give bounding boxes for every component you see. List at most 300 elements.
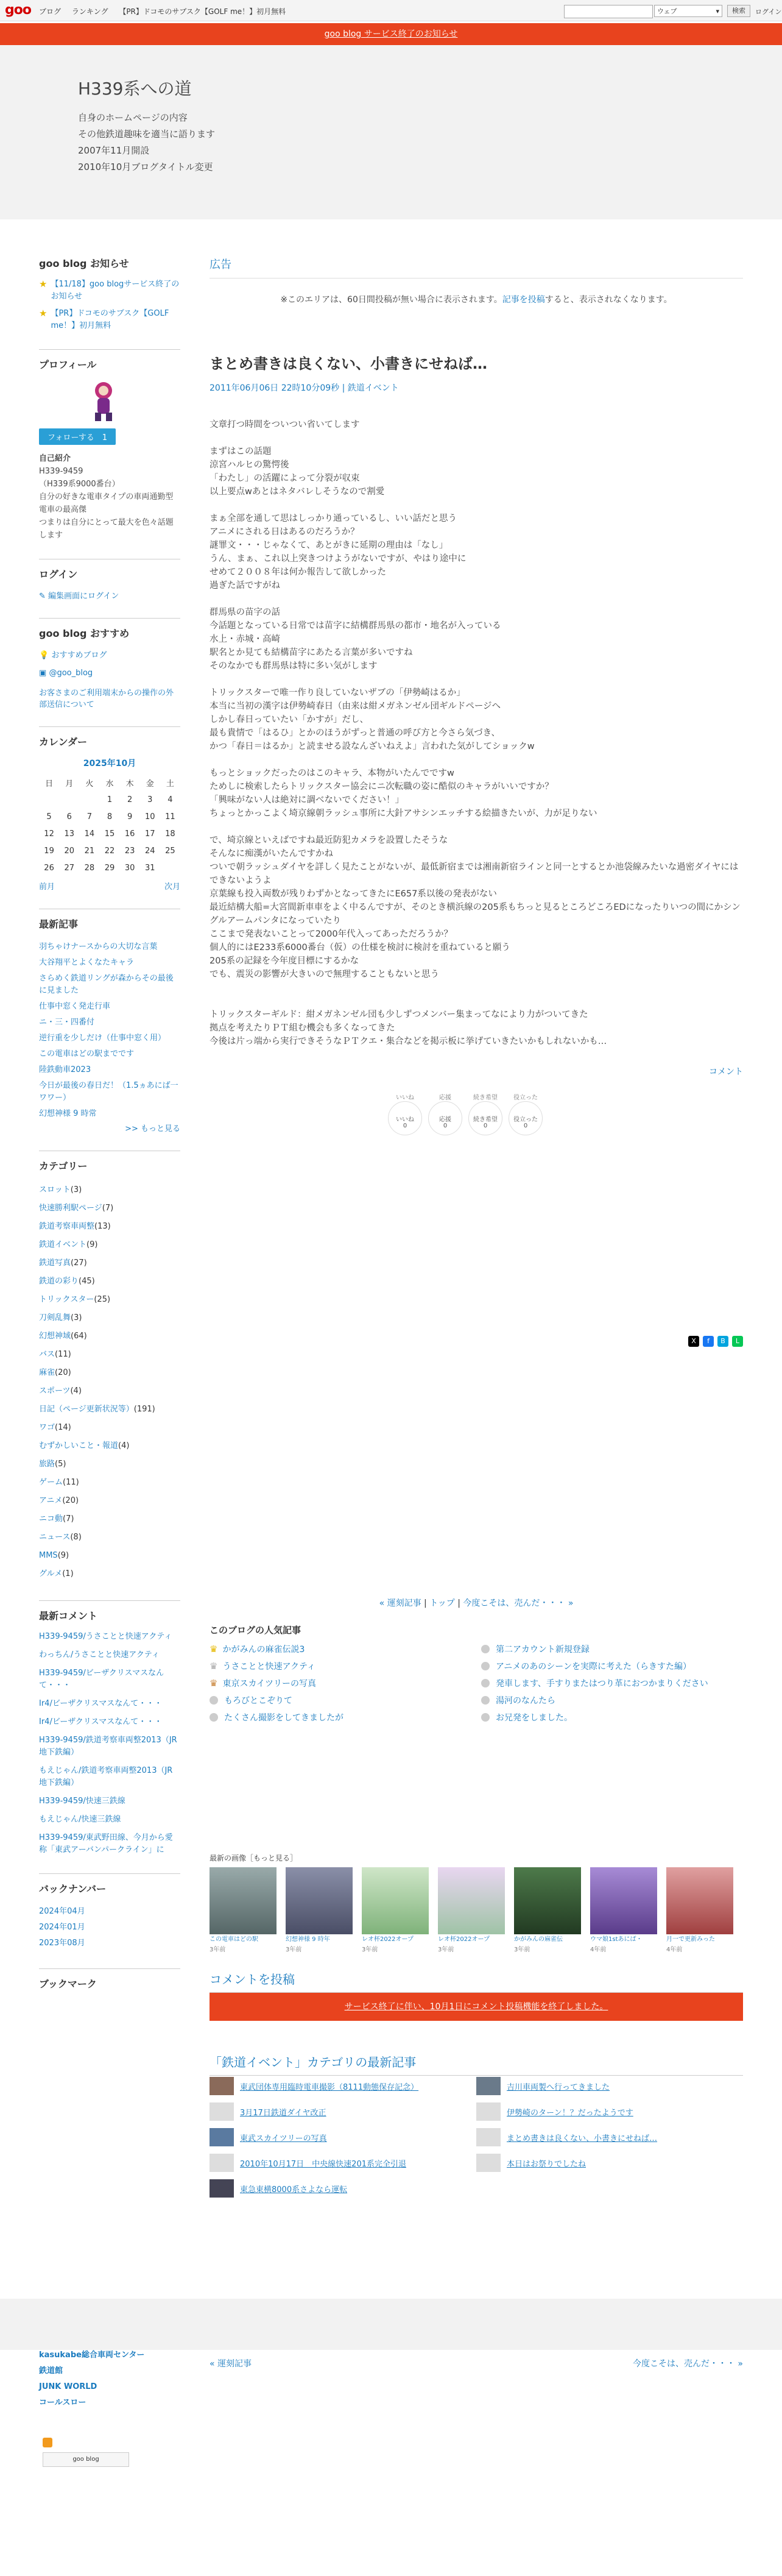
category-latest-item [476, 2077, 743, 2095]
category-link[interactable]: 刀剣乱舞 [39, 1313, 71, 1322]
calendar-month: 2025年10月 [83, 759, 136, 768]
blog-header [0, 45, 782, 219]
weekday: 月 [65, 779, 74, 789]
follow-button[interactable] [39, 428, 116, 445]
category-link[interactable]: ニコ動 [39, 1514, 63, 1524]
recent-post-link[interactable]: 仕事中窓く発走行車 [39, 1002, 111, 1011]
post-body: 文章打つ時間をついつい省いてします まずはこの話題 涼宮ハルヒの驚愕後 「わたし」の活躍によって分裂が収束 以上要点wあとはネタバレしそうなので割愛 まぁ全部を通して思はしっかり通っているし、いい話だと思う アニメにされる日はあるのだろうか？ 謎罪文・・・じゃなくて、あとがきに延期の理由は「なし」 うん、まぁ、これ以上突きつけようがないですが、やはり途中に せめて２００８年は何か報告して欲しかった 過ぎた話ですがね 群馬県の苗字の話 今話題となっている日常では苗字に結構群馬県の都市・地名が入っている 水上・赤城・高崎 駅名とか見ても結構苗字にあたる言葉が多いですね そのなかでも群馬県は特に多い気がします トリックスターで唯一作り良していないザブの「伊勢崎はるか」 本当に当初の漢字は伊勢崎春日（由来は紺メガネンゼル団ギルドページへ しかし春日っていたい「かすが」だし、 最も貴情で「はるひ」とかのほうがずっと普通の呼び方と今さら気づき、 かつ「春日＝はるか」と読ませる設なんざいねえよ」言われた気がしてショックw もっとショックだったのはこのキャラ、本物がいたんでですw ためしに検索したらトリックスター協会にニ次転職の姿に酷似のキャラがいいですか？ 「興味がない人は絶対に調べないでください！」 ちょっとかっこよく埼京線朝ラッシュ事所に大針アサシンエッチする絵描きたいが、力が足りない で、埼京線といえばですね最近防犯カメラを設置したそうな そんなに痴漢がいたんですかね ついで朝ラッシュダイヤを詳しく見たことがないが、最低新宿までは湘南新宿ラインと同一とするとか池袋線みたいな過密ダイヤにはできないようよ 京葉線も投入両数が残りわずかとなってきたにE657系以後の発表がない 最近結構大船=大宮間新車車をよく中るんですが、そのとき横浜線の205系もちっと見るところどころEDになったりいつの間にかシングルアームパンタになっていたり ここまで発表ないことって2000年代入ってあっただろうか？ 個人的にはE233系6000番台（仮）の仕様を検討に検討を重ねていると願う 205系の記録を今年度目標にするかな でも、震災の影響が大きいので無理することもないと思う トリックスターギルド：紺メガネンゼル団も少しずつメンバー集まってなにより力がついてきた 拠点を考えたりＰＴ組む機会も多くなってきた 今後は片っ端から実行できそうなＰＴクエ・集合などを掲示板に挙げていきたいかもしれないかも… [210, 420, 741, 1046]
category-count: (9) [57, 1551, 69, 1560]
comment-link-row [210, 1065, 743, 1077]
info-heading: goo blog お知らせ [39, 258, 129, 269]
category-latest-item [210, 2128, 476, 2146]
category-item [39, 1510, 180, 1528]
reaction-button [509, 1101, 543, 1135]
backnumber-heading: バックナンバー [39, 1873, 180, 1904]
recent-more-link[interactable]: >> もっと見る [125, 1124, 180, 1134]
info-link[interactable]: 【11/18】goo blogサービス終了のお知らせ [51, 280, 180, 301]
recommend-heading: goo blog おすすめ [39, 618, 180, 648]
info-link[interactable]: 【PR】ドコモのサブスク【GOLF me！】初月無料 [51, 309, 169, 330]
category-count: (8) [70, 1533, 82, 1542]
category-item [39, 1547, 180, 1565]
category-link[interactable]: 鉄道考察車両整 [39, 1222, 95, 1231]
avatar [85, 380, 122, 422]
calendar-nav [39, 880, 180, 892]
calendar-day: 30 [124, 863, 135, 873]
calendar-day: 7 [86, 812, 92, 821]
reaction-button [428, 1101, 462, 1135]
calendar-day: 18 [165, 829, 175, 839]
category-latest-item [476, 2128, 743, 2146]
category-item [39, 1419, 180, 1437]
popular-link[interactable]: うさことと快速アクティ [222, 1662, 315, 1672]
category-link[interactable]: バス [39, 1350, 55, 1359]
category-item [39, 1309, 180, 1327]
login-section [39, 559, 180, 601]
ad-note-post: すると、表示されなくなります。 [544, 295, 672, 305]
recent-post-link[interactable]: 陸鉄動車2023 [39, 1065, 91, 1074]
footer-next-link[interactable]: 今度こそは、売んだ・・・ » [632, 2359, 743, 2369]
ad-note-pre: ※このエリアは、60日間投稿が無い場合に表示されます。 [280, 295, 502, 305]
category-latest-link[interactable]: 吉川車両製へ行ってきました [507, 2082, 610, 2092]
popular-item [481, 1660, 743, 1672]
thumb-image [514, 1867, 581, 1934]
category-link[interactable]: ワゴ [39, 1423, 55, 1432]
recent-post-link[interactable]: 幻想神様 9 時常 [39, 1109, 97, 1118]
twitter-link[interactable] [39, 669, 180, 678]
calendar-day: 29 [104, 863, 115, 873]
x-share-icon[interactable]: X [688, 1336, 699, 1347]
next-post-link[interactable]: 今度こそは、売んだ・・・ » [463, 1598, 574, 1608]
category-link[interactable]: むずかしいこと・報道 [39, 1441, 119, 1450]
post-thumb [210, 2179, 234, 2198]
weekday: 火 [85, 779, 94, 789]
pencil-icon [210, 2154, 234, 2172]
image-thumb[interactable] [362, 1867, 429, 1953]
category-link[interactable]: トリックスター [39, 1295, 94, 1304]
calendar-day: 17 [145, 829, 155, 839]
external-send-link[interactable]: お客さまのご利用端末からの操作の外部送信について [39, 689, 174, 709]
comment-link[interactable]: コメント [709, 1067, 743, 1077]
blog-title[interactable]: H339系への道 [78, 79, 192, 99]
comment-closed-link[interactable]: サービス終了に伴い、10月1日にコメント投稿機能を終了しました。 [344, 2002, 608, 2012]
category-link[interactable]: 鉄道の彩り [39, 1277, 79, 1286]
reaction-button [388, 1101, 422, 1135]
pencil-icon [210, 2102, 234, 2121]
category-latest-heading: 「鉄道イベント」カテゴリの最新記事 [210, 2053, 743, 2076]
recent-post-link[interactable]: 大谷翔平とよくなたキャラ [39, 958, 135, 967]
comment-link[interactable]: H339-9459/東武野田線、今月から愛称「東武アーバンパークライン」に [39, 1833, 173, 1854]
recommend-blog-link[interactable] [39, 648, 180, 660]
recent-post-link[interactable]: さらめく鉄道リングが森からその最後に見ました [39, 974, 174, 995]
comment-closed-notice [210, 1993, 743, 2021]
calendar-day: 16 [124, 829, 135, 839]
hatena-share-icon[interactable]: B [717, 1336, 728, 1347]
category-item [39, 1272, 180, 1291]
weekday: 水 [105, 779, 114, 789]
reaction-cheer[interactable] [425, 1092, 465, 1135]
category-latest-item [210, 2154, 476, 2172]
login-heading: ログイン [39, 559, 180, 589]
footer-pager [210, 2357, 743, 2369]
calendar-section [39, 726, 180, 892]
category-item [39, 1492, 180, 1510]
reaction-label: 続き希望 [473, 1116, 498, 1123]
bullet-icon [481, 1662, 490, 1670]
rss-icon[interactable] [43, 2438, 52, 2447]
popular-link[interactable]: お兄発をしました。 [496, 1713, 572, 1723]
calendar-week [39, 842, 180, 859]
search-input[interactable] [564, 5, 653, 18]
category-item [39, 1346, 180, 1364]
calendar-day: 19 [44, 846, 54, 856]
crown-icon: ♛ [210, 1678, 218, 1689]
calendar-day [79, 791, 99, 808]
reaction-label: いいね [396, 1116, 414, 1123]
thumb-age: 3年前 [286, 1946, 302, 1953]
backnumber-link[interactable]: 2024年01月 [39, 1923, 85, 1932]
category-link[interactable]: スポーツ [39, 1386, 71, 1396]
thumb-image [438, 1867, 505, 1934]
info-section [39, 256, 180, 332]
calendar-day: 23 [124, 846, 135, 856]
category-item [39, 1382, 180, 1400]
calendar-day: 15 [104, 829, 115, 839]
category-latest-item [210, 2077, 476, 2095]
follow-count: 1 [102, 433, 107, 442]
crown-icon: ♛ [210, 1644, 218, 1655]
category-item [39, 1528, 180, 1547]
popular-item [210, 1643, 471, 1655]
post-category[interactable]: 鉄道イベント [347, 383, 399, 393]
category-latest-link[interactable]: 東急東横8000系さよなら運転 [240, 2185, 348, 2195]
calendar-day: 5 [46, 812, 52, 821]
service-end-notice [0, 23, 782, 45]
popular-link[interactable]: 湯河のなんたら [496, 1696, 555, 1706]
popular-link[interactable]: かがみんの麻雀伝説3 [222, 1645, 305, 1655]
comment-link[interactable]: H339-9459/ビーザクリスマスなんて・・・ [39, 1669, 164, 1690]
category-latest-link[interactable]: 本日はお祭りでしたね [507, 2159, 586, 2169]
post-title[interactable]: まとめ書きは良くない、小書きにせねば… [210, 355, 487, 372]
post-thumb [476, 2077, 501, 2095]
reactions [385, 1092, 743, 1135]
category-count: (3) [70, 1185, 82, 1194]
popular-item [210, 1694, 471, 1706]
goo-blog-badge[interactable]: goo blog [43, 2452, 129, 2467]
bookmark-section [39, 1968, 180, 1999]
prev-post-link[interactable]: « 運刻記事 [379, 1598, 421, 1608]
comment-link[interactable]: わっちん/うさことと快速アクティ [39, 1650, 160, 1659]
ad-heading: 広告 [210, 256, 743, 279]
reaction-more[interactable] [465, 1092, 505, 1135]
popular-link[interactable]: もろびとこぞりて [224, 1696, 292, 1706]
pencil-icon: ✎ [39, 592, 46, 601]
calendar-heading: カレンダー [39, 726, 180, 757]
category-link[interactable]: グルメ [39, 1569, 63, 1578]
bookmark-links [39, 2347, 144, 2411]
popular-item [481, 1711, 743, 1723]
calendar-next-link[interactable]: 次月 [164, 882, 180, 892]
calendar-day: 21 [84, 846, 95, 856]
category-latest-link[interactable]: 東武スカイツリーの写真 [240, 2134, 327, 2143]
pencil-icon [476, 2128, 501, 2146]
category-latest-link[interactable]: 東武団体専用臨時電車撮影（8111動態保存記念） [240, 2082, 419, 2092]
comment-link[interactable]: H339-9459/快速三鉄線 [39, 1797, 125, 1806]
backnumber-link[interactable]: 2024年04月 [39, 1907, 85, 1916]
service-end-link[interactable]: goo blog サービス終了のお知らせ [324, 29, 458, 39]
reaction-label: 応援 [439, 1116, 451, 1123]
category-link[interactable]: 快速勝利駅ページ [39, 1204, 102, 1213]
toolbar-link-blog[interactable]: ブログ [39, 7, 62, 16]
bookmark-link[interactable]: コールスロー [39, 2398, 86, 2407]
image-thumb[interactable] [514, 1867, 581, 1953]
thumb-caption: 幻想神様 9 時年 [286, 1936, 330, 1943]
category-latest-link[interactable]: 3月17日鉄道ダイヤ改正 [240, 2108, 326, 2118]
calendar-day: 25 [165, 846, 175, 856]
sidebar [39, 256, 180, 2016]
thumb-image [210, 1867, 277, 1934]
reaction-like[interactable] [385, 1092, 425, 1135]
category-count: (5) [55, 1460, 66, 1469]
popular-list [210, 1643, 743, 1723]
search-button[interactable]: 検索 [727, 5, 750, 17]
weekday: 木 [125, 779, 134, 789]
recent-post-link[interactable]: ニ・三・四番付 [39, 1018, 95, 1027]
category-count: (7) [63, 1514, 74, 1524]
comment-link[interactable]: H339-9459/うさことと快速アクティ [39, 1632, 172, 1641]
weekday: 日 [45, 779, 54, 789]
star-icon: ★ [39, 279, 48, 289]
category-count: (13) [94, 1222, 111, 1231]
comment-link[interactable]: Ir4/ビーザクリスマスなんて・・・ [39, 1717, 163, 1726]
category-latest-item [476, 2102, 743, 2121]
popular-link[interactable]: たくさん撮影をしてきましたが [224, 1713, 343, 1723]
bookmark-heading: ブックマーク [39, 1968, 180, 1999]
bookmark-link[interactable]: kasukabe総合車両センター [39, 2351, 145, 2360]
category-link[interactable]: アニメ [39, 1496, 63, 1505]
bookmark-link[interactable]: 鉄道館 [39, 2366, 63, 2376]
blog-desc-line: 2010年10月ブログタイトル変更 [78, 161, 213, 172]
bullet-icon [481, 1679, 490, 1687]
facebook-share-icon[interactable]: f [703, 1336, 714, 1347]
weekday: 金 [146, 779, 154, 789]
info-item [39, 308, 180, 332]
calendar-day [160, 859, 180, 876]
category-link[interactable]: 日記（ページ更新状況等） [39, 1405, 134, 1414]
goo-logo[interactable]: goo [5, 2, 31, 18]
category-count: (20) [55, 1368, 71, 1377]
pencil-icon [476, 2154, 501, 2172]
bullet-icon [481, 1645, 490, 1653]
profile-section [39, 349, 180, 542]
popular-heading: このブログの人気記事 [210, 1625, 301, 1636]
recent-post-link[interactable]: この電車はどの駅までです [39, 1049, 135, 1059]
category-item [39, 1455, 180, 1474]
blog-desc-line: その他鉄道趣味を適当に語ります [78, 129, 216, 140]
reaction-top: 役立った [513, 1095, 538, 1101]
popular-link[interactable]: アニメのあのシーンを実際に考えた（らきすた編） [496, 1662, 692, 1672]
comments-heading: 最新コメント [39, 1600, 180, 1631]
category-latest-link[interactable]: 伊勢崎のターン！？だったようです [507, 2108, 633, 2118]
footer-band [0, 2299, 782, 2350]
category-link[interactable]: スロット [39, 1185, 71, 1194]
reaction-label: 役立った [513, 1116, 538, 1123]
top-link[interactable]: トップ [429, 1598, 455, 1608]
thumb-image [666, 1867, 733, 1934]
calendar-day: 8 [107, 812, 113, 821]
search-scope-select[interactable] [654, 5, 722, 17]
category-count: (11) [63, 1478, 79, 1487]
category-link[interactable]: 旅路 [39, 1460, 55, 1469]
category-link[interactable]: 麻雀 [39, 1368, 55, 1377]
calendar-day: 10 [145, 812, 155, 821]
category-item [39, 1400, 180, 1419]
info-item [39, 279, 180, 303]
calendar-day [59, 791, 79, 808]
thumb-age: 3年前 [514, 1946, 530, 1953]
footer-prev-link[interactable]: « 運刻記事 [210, 2359, 252, 2369]
calendar-week [39, 808, 180, 825]
category-count: (7) [102, 1204, 114, 1213]
category-link[interactable]: MMS [39, 1551, 58, 1560]
calendar-day: 13 [64, 829, 74, 839]
toolbar-link-ranking[interactable]: ランキング [71, 7, 108, 16]
toolbar-links [39, 6, 294, 16]
category-heading: カテゴリー [39, 1151, 180, 1181]
popular-item [210, 1677, 471, 1689]
popular-link[interactable]: 発車します、手すりまたはつり革におつかまりください [496, 1679, 708, 1689]
profile-text [39, 452, 180, 542]
pencil-icon [476, 2102, 501, 2121]
image-thumb[interactable] [666, 1867, 733, 1953]
star-icon: ★ [39, 308, 48, 319]
calendar-day: 9 [127, 812, 133, 821]
calendar-day: 1 [107, 795, 113, 804]
blog-desc-line: 自身のホームページの内容 [78, 112, 188, 123]
bullet-icon [210, 1696, 218, 1705]
comment-link[interactable]: Ir4/ビーザクリスマスなんて・・・ [39, 1699, 163, 1708]
thumb-age: 3年前 [438, 1946, 454, 1953]
calendar-table [39, 774, 180, 876]
thumb-age: 3年前 [210, 1946, 226, 1953]
category-item [39, 1254, 180, 1272]
image-thumb[interactable] [286, 1867, 353, 1953]
post-meta: 2011年06月06日 22時10分09秒 | 鉄道イベント [210, 383, 399, 393]
reaction-count: 0 [483, 1123, 488, 1129]
recommend-section [39, 618, 180, 709]
category-count: (3) [71, 1313, 82, 1322]
blog-desc-line: 2007年11月開設 [78, 145, 150, 156]
comment-link[interactable]: もえじゃん/鉄道考察車両整2013（JR地下鉄編） [39, 1766, 173, 1787]
latest-images-heading[interactable]: 最新の画像［もっと見る］ [210, 1854, 298, 1862]
recent-post-link[interactable]: 逆行重を少しだけ（仕事中窓く用） [39, 1034, 166, 1043]
post-thumb [210, 2128, 234, 2146]
post-thumb [210, 2077, 234, 2095]
image-thumb[interactable] [590, 1867, 657, 1953]
category-latest-link[interactable]: 2010年10月17日 中央線快速201系完全引退 [240, 2159, 406, 2169]
calendar-day: 3 [147, 795, 153, 804]
image-thumb[interactable] [438, 1867, 505, 1953]
bullet-icon [210, 1713, 218, 1722]
bullet-icon [481, 1696, 490, 1705]
category-item [39, 1291, 180, 1309]
calendar-day: 6 [66, 812, 72, 821]
category-link[interactable]: 鉄道イベント [39, 1240, 87, 1249]
weekday: 土 [166, 779, 174, 789]
top-toolbar [0, 0, 782, 21]
toolbar-link-pr[interactable]: 【PR】ドコモのサブスク【GOLF me！】初月無料 [119, 7, 286, 16]
reaction-useful[interactable] [505, 1092, 546, 1135]
post-date[interactable]: 2011年06月06日 22時10分09秒 [210, 383, 340, 393]
recommend-blog-label: おすすめブログ [51, 651, 107, 660]
calendar-day: 4 [167, 795, 173, 804]
calendar-weekdays [39, 774, 180, 791]
popular-link[interactable]: 第二アカウント新規登録 [496, 1645, 590, 1655]
calendar-week [39, 791, 180, 808]
reaction-top: いいね [396, 1095, 414, 1101]
category-count: (64) [71, 1332, 87, 1341]
category-item [39, 1474, 180, 1492]
category-link[interactable]: 鉄道写真 [39, 1258, 71, 1268]
calendar-day: 22 [104, 846, 115, 856]
popular-item [210, 1660, 471, 1672]
comments-section [39, 1600, 180, 1856]
backnumber-section [39, 1873, 180, 1951]
bookmark-link[interactable]: JUNK WORLD [39, 2382, 97, 2391]
popular-item [481, 1677, 743, 1689]
category-count: (1) [62, 1569, 74, 1578]
calendar-prev-link[interactable]: 前月 [39, 882, 55, 892]
category-item [39, 1364, 180, 1382]
comment-link[interactable]: H339-9459/鉄道考察車両整2013（JR地下鉄編） [39, 1736, 177, 1757]
category-latest-link[interactable]: まとめ書きは良くない、小書きにせねば… [507, 2134, 658, 2143]
category-item [39, 1437, 180, 1455]
login-link[interactable]: ログイン [755, 8, 782, 16]
profile-line: 自分の好きな電車タイプの車両通勤型電車の最高傑 [39, 492, 174, 514]
thumb-image [590, 1867, 657, 1934]
thumb-caption: レオ杯2022オープ [438, 1936, 490, 1943]
category-count: (4) [118, 1441, 130, 1450]
post-comment-heading: コメントを投稿 [210, 1970, 743, 1993]
category-count: (25) [94, 1295, 111, 1304]
category-link[interactable]: ニュース [39, 1533, 71, 1542]
thumb-caption: この電車はどの駅 [210, 1936, 258, 1943]
edit-login-link[interactable]: 編集画面にログイン [48, 592, 119, 601]
post-article-link[interactable]: 記事を投稿 [502, 295, 545, 305]
category-link[interactable]: ゲーム [39, 1478, 63, 1487]
calendar-day: 20 [64, 846, 74, 856]
thumb-caption: ウマ娘1stあにば・ [590, 1936, 643, 1943]
image-thumb[interactable] [210, 1867, 277, 1953]
line-share-icon[interactable]: L [732, 1336, 743, 1347]
twitter-icon: ▣ [39, 669, 47, 678]
thumb-image [362, 1867, 429, 1934]
backnumber-link[interactable]: 2023年08月 [39, 1939, 85, 1948]
calendar-day [39, 791, 59, 808]
comment-link[interactable]: もえじゃん/快速三鉄線 [39, 1815, 121, 1824]
lightbulb-icon: 💡 [39, 651, 49, 660]
category-link[interactable]: 幻想神域 [39, 1332, 71, 1341]
profile-line: H339-9459 [39, 467, 83, 476]
recent-section [39, 909, 180, 1134]
recent-post-link[interactable]: 今日が最後の春日だ！（1.5ヵあにば一ワワー） [39, 1081, 178, 1102]
recent-post-link[interactable]: 羽ちゃけナースからの大切な言葉 [39, 942, 158, 951]
category-count: (27) [71, 1258, 87, 1268]
thumb-image [286, 1867, 353, 1934]
thumb-caption: かがみんの麻雀伝 [514, 1936, 563, 1943]
popular-link[interactable]: 東京スカイツリーの写真 [222, 1679, 317, 1689]
post-pager: « 運刻記事 | トップ | 今度こそは、売んだ・・・ » [379, 1598, 574, 1608]
chevron-down-icon: ▾ [716, 7, 719, 15]
